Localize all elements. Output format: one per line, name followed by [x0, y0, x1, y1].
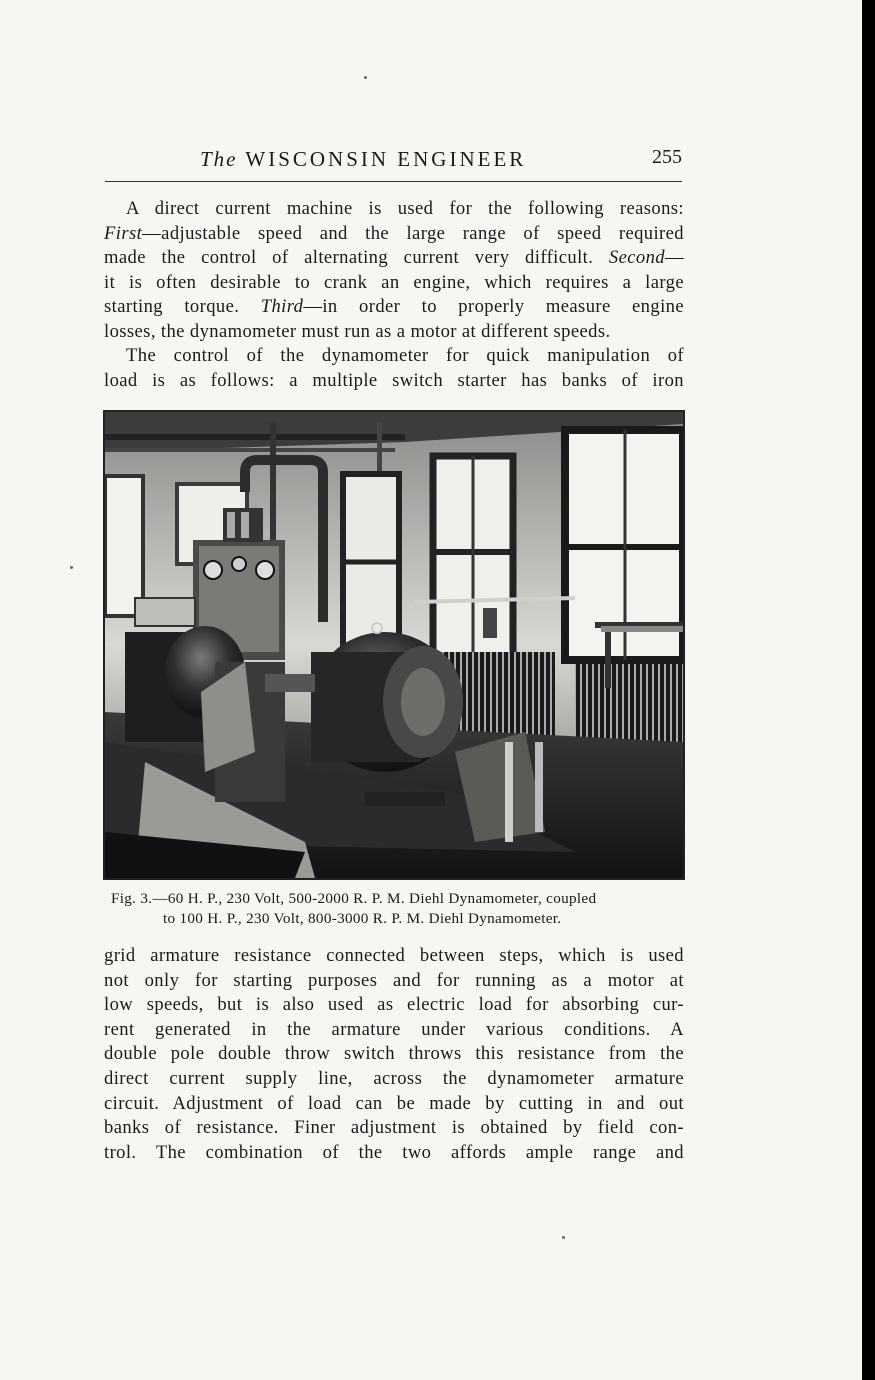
emphasis-first: First — [104, 222, 143, 244]
text-line — [104, 222, 684, 247]
text-fragment: —adjustable speed and the large range of speed required — [142, 222, 684, 244]
caption-line: to 100 H. P., 230 Volt, 800-3000 R. P. M. Diehl Dynamometer. — [163, 910, 562, 927]
journal-title-article: The — [200, 147, 238, 171]
text-line: losses, the dynamometer must run as a motor at different speeds. — [104, 320, 611, 342]
paragraph-3 — [104, 944, 684, 1165]
figure-caption — [111, 889, 691, 929]
text-fragment: made the control of alternating current very difficult. — [104, 247, 609, 269]
text-line: not only for starting purposes and for running as a motor at — [104, 969, 684, 991]
header-rule — [105, 181, 682, 182]
paragraph-1 — [104, 197, 684, 345]
running-header — [105, 143, 682, 177]
journal-title-name: WISCONSIN ENGINEER — [245, 147, 527, 171]
dynamometer-photograph — [103, 410, 685, 880]
text-line: A direct current machine is used for the following reasons: — [126, 198, 684, 219]
page-number: 255 — [652, 146, 682, 168]
journal-title — [200, 147, 526, 172]
emphasis-second: Second — [608, 247, 665, 269]
text-line: direct current supply line, across the dynamometer armature — [104, 1067, 684, 1089]
text-line: load is as follows: a multiple switch starter has banks of iron — [104, 369, 684, 391]
text-line: banks of resistance. Finer adjustment is obtained by field con- — [104, 1117, 684, 1139]
caption-line: Fig. 3.—60 H. P., 230 Volt, 500-2000 R. P. M. Diehl Dynamometer, coupled — [111, 890, 597, 907]
text-line: circuit. Adjustment of load can be made by cutting in and out — [104, 1092, 684, 1114]
text-line: trol. The combination of the two affords ample range and — [104, 1141, 684, 1163]
text-line: double pole double throw switch throws this resistance from the — [104, 1043, 684, 1065]
text-line: it is often desirable to crank an engine, which requires a large — [104, 271, 684, 293]
text-fragment: — — [665, 247, 684, 269]
text-line — [104, 295, 684, 320]
paragraph-2 — [104, 344, 684, 393]
text-line — [104, 246, 684, 271]
ink-speck — [364, 76, 367, 79]
ink-speck — [70, 566, 73, 569]
text-fragment: starting torque. — [104, 296, 261, 318]
text-line: low speeds, but is also used as electric load for absorbing cur- — [104, 994, 684, 1016]
text-line: grid armature resistance connected between steps, which is used — [104, 945, 684, 966]
text-line: rent generated in the armature under various conditions. A — [104, 1018, 684, 1040]
emphasis-third: Third — [260, 296, 304, 318]
text-fragment: —in order to properly measure engine — [303, 296, 684, 318]
text-line: The control of the dynamometer for quick manipulation of — [126, 345, 684, 366]
ink-speck — [562, 1236, 565, 1239]
